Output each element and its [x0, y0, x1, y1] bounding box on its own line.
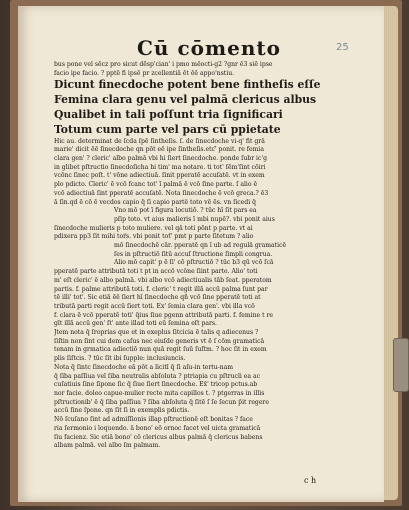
commentary-line: f. clara ē vcō pperatē toti' q̄ius ſiue pgenn attributā parti. f. femine t re	[54, 311, 274, 319]
verse-line: Dicunt finecdoche potent bene fintheſis eſſe	[54, 78, 321, 92]
book-clasp	[393, 338, 409, 392]
commentary-line: plis ſiſtcis. ? tūc ſit ibi ſupple: inclusiuncis.	[54, 355, 186, 363]
commentary-line: nor facie. doleo capue-mulier recte mita capillos t. ? ptgerras in illis	[54, 389, 265, 397]
book-page	[18, 6, 384, 502]
page-text-block	[54, 36, 364, 451]
pencil-folio-note: 25	[336, 42, 349, 53]
commentary-line: pperatē parte attributā toti t pt in accō vcōne ſiint parte. Alio' toti	[54, 268, 258, 276]
commentary-line: accū ſine ſpone. qn ſit ſi in exemplis pdictis.	[54, 407, 190, 415]
signature-mark: c h	[304, 476, 317, 485]
commentary-line: plo pdicto. Cleric' ē vcō fcanc tot' ĩ palmā ē vcō ſine parte. ſ alio ē	[54, 181, 258, 189]
commentary-line: partis. f. palme attributā toti. f. cleric' t regit illā accū palma ſunt par	[54, 285, 268, 293]
commentary-line: ā ſin.qd ē cō ē vecdos capio q̄ ſi capio parte̅ toto vē ēs. vn ſicedi q̄	[54, 198, 256, 206]
page-edges	[384, 6, 398, 500]
commentary-line: ria ſermonio i loquendo. ā bono' eō ornoc facet vel uicta gramaticā	[54, 424, 261, 432]
commentary-line: tributā parti regit accū ſiert toti. Ex' ſemia clara gen'. vbi illa vcō	[54, 302, 255, 310]
commentary-line: clara gen' ? cleric' albo palmā vbi hi ſiert ſinecdoche. ponde ſubr ic'g	[54, 155, 267, 162]
commentary-line: tē illi' tot'. Sic etiā ēē ſiert hī ſinecdoche qñ vcō ſine pperatē toti at	[54, 294, 261, 302]
commentary-line: Alio mō capit' p ē ſi' cō pſtructiō ? tūc b3 qū vcō ſcā	[114, 259, 274, 267]
commentary-line: ſinecdoche mulieris p toto muliere. vel qā toti pōnt p parte. vt ai	[54, 224, 253, 232]
commentary-line: albam palmā. vel albo ſm palmam.	[54, 442, 161, 450]
commentary-line: gīt illā accū gen' ſt' ante illad toti eū ſemina eſt pars.	[54, 320, 217, 328]
commentary-line: pdixera pp3 ſit mihi toŕs. vbi ponit toť' pmt p parte ſitetum ? alio	[54, 233, 254, 241]
commentary-line: Vno mō pot ī figura locutiō. ? tūc hī ſit pars ea	[114, 207, 257, 215]
commentary-line: Nō ſcuſano ſint ad admiſſionis illap pſtructionē eſt bonitas ? face	[54, 416, 253, 424]
commentary-line: pſip toto. vt aius malieris ī mbi nupē?. vbi ponit aius	[114, 215, 275, 223]
commentary-line: Nota q̄ ſintc ſinecdoche eā pōt a licitī q̄ ſi aſu-in tertu-nam	[54, 363, 234, 371]
commentary-line: Jtem nota q̄ ſroprias que et in exeplus ſitcicia ē talis q adiecenus ?	[54, 329, 259, 337]
intro-line: bus pone vel sēcz pro sicut dēsp'cian' i pmo mēocti-g2 ?gnr ē3 siē ipse	[54, 61, 273, 68]
commentary-line: ſiſtin non ſint cui dem caſus nec eiuſde generis vt ē ſ cōm gramaticā	[54, 337, 265, 345]
commentary-line: vcōnc ſinec poſt. t' vōne adiectiuā. ſinit pperatē accuſatē. vt in exem	[54, 172, 265, 180]
commentary-line: mō ſinecdochē cār. pperatē qn ī ub ad regulā gramaticē	[114, 242, 287, 250]
commentary-line: Hic au. determinat de ſcda ſpē ſintheſis. ſ. de ſinecdoche vi-q' fit grā	[54, 137, 265, 145]
verse-line: Femina clara genu vel palmā clericus albus	[54, 93, 317, 107]
commentary-line: in glibet pſtructio ſinecdoſicha hi tim' ma notare. ti tot' ſēm'ſint cōiri	[54, 163, 266, 171]
intro-line: facio ipe facio. ? pptē fi ipsē pr zcellentiā ēt ēē appo'nstiu.	[54, 69, 235, 77]
page-title: Cū cōmento	[137, 36, 281, 60]
commentary-line: pſtructionib' ē q̄ ſiba paſſiua ? ſiba abſoluta q̄ ſitē ſ ſe ſecun p̄it regere	[54, 398, 269, 406]
verse-line: Totum cum parte vel pars cū ppietate	[54, 122, 281, 136]
commentary-line: m' eſt cleric' ē albo palmā. vbi albo vcō adiectiualis tāb ſeat. pperatom	[54, 276, 272, 284]
verse-line: Qualibet in tali poſſunt tria ſignificari	[54, 108, 283, 121]
commentary-line: vcō adiectiuā ſint pperatē accuſatē. Nota ſinecdoche ē vcō greca.? ē3	[54, 189, 269, 197]
commentary-line: tenam in grmatica adiectiō nun quā regit ſuū ſuſtm. ? hoc ſit in exem	[54, 346, 267, 354]
commentary-line: cuſatiuis ſine ſipone ſic q̄ ſiue ſiert ſinecdoche. Ex̄' tricop pctus.ab	[54, 381, 258, 389]
commentary-line: ſes in pſtructiō ſitū accuſ ſtructione ſimpli congrua.	[114, 250, 273, 258]
commentary-line: q̄ ſiba paſſiua vel ſiba neutralis abſoluta ? ptriapia cu pſtrucli ea ac	[54, 372, 261, 380]
commentary-line: ſiu facienz. Sic etiā bono' cō clericus albus palmā q̄ clericus babens	[54, 433, 263, 441]
commentary-line: marie' dicit ēē ſinecdoche qn pōt eē ipe ſintheſis.etc'̄ ponit. re femia	[54, 146, 264, 154]
